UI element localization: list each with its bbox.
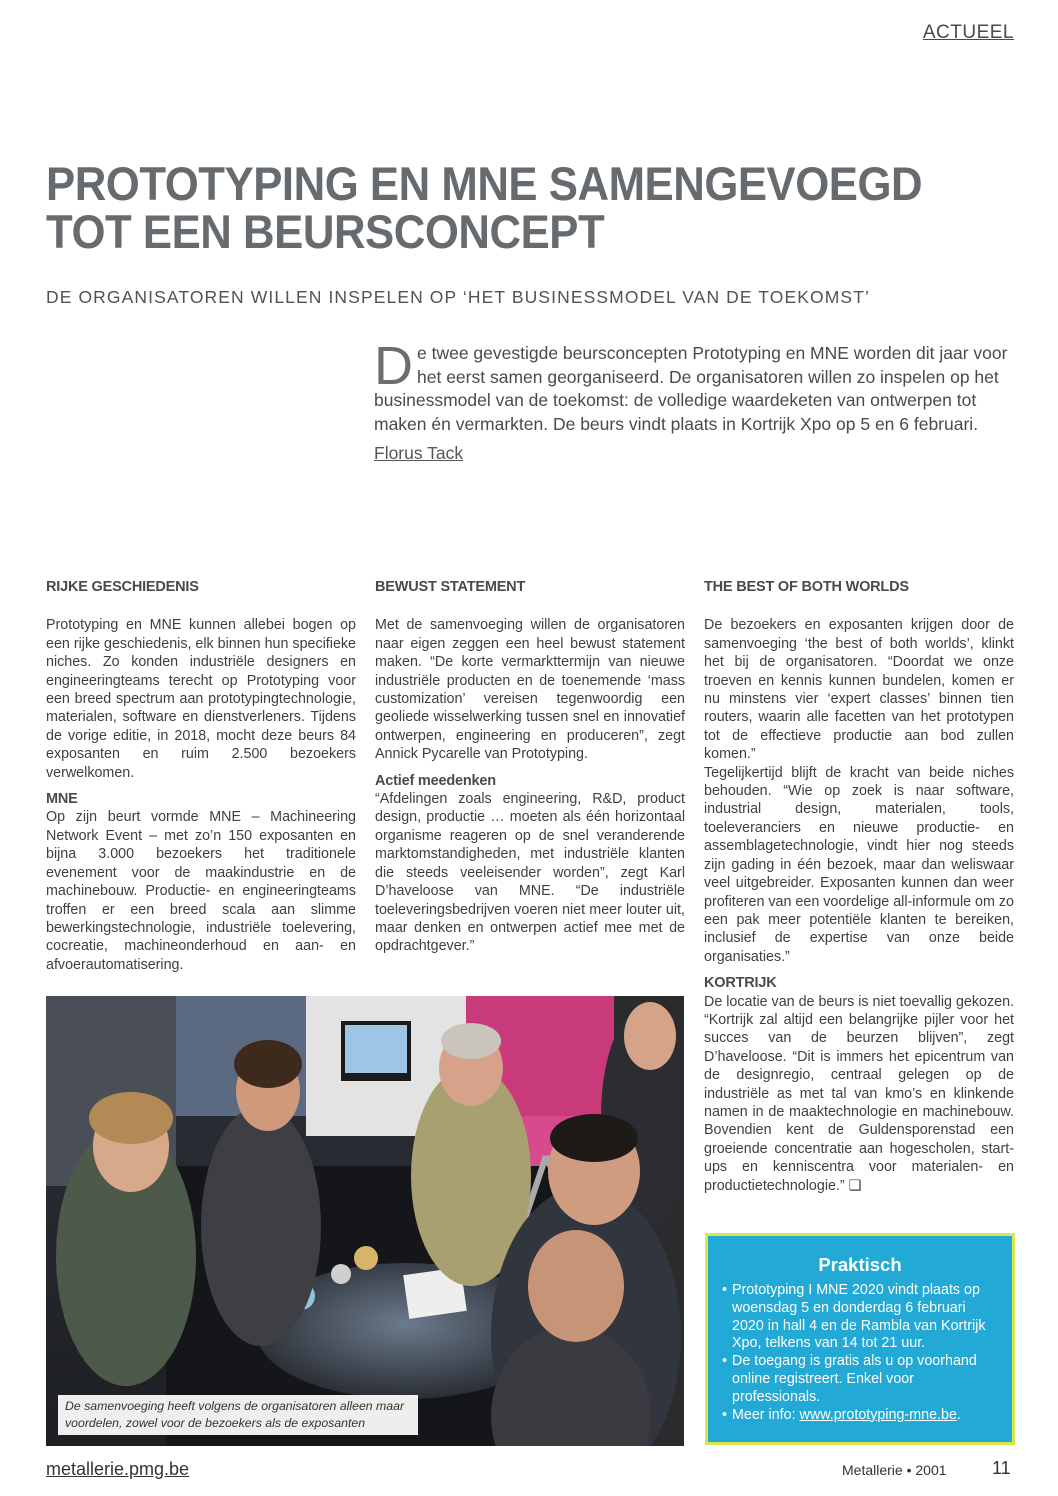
column-1 — [46, 578, 356, 974]
headline-line-2: TOT EEN BEURSCONCEPT — [46, 205, 605, 258]
paragraph: Tegelijkertijd blijft de kracht van beide niches behouden. “Wie op zoek is naar software, industrial design, materialen, tools, toeleveranciers en nieuwe productie- en assemblagetechnologie, vindt hier nog steeds zijn gading in één bezoek, maar dan weliswaar veel uitgebreider. Exposanten kunnen dan weer profiteren van een voordelige all-informule om zo een pak meer potentiële klanten te bereiken, inclusief de expertise van onze beide organisaties.” — [704, 764, 1014, 965]
heading-kortrijk: KORTRIJK — [704, 975, 777, 992]
practical-info-list — [722, 1282, 998, 1424]
footer-issue: Metallerie • 2001 — [842, 1462, 947, 1478]
lead-text: e twee gevestigde beursconcepten Prototyping en MNE worden dit jaar voor het eerst samen georganiseerd. De organisatoren willen zo inspelen op het businessmodel van de toekomst: de volledige waardeketen van ontwerpen tot maken én vermarkten. De beurs vindt plaats in Kortrijk Xpo op 5 en 6 februari. — [374, 343, 1008, 434]
dropcap: D — [374, 336, 413, 396]
practical-info-box — [705, 1233, 1015, 1445]
heading-best-of-both-worlds: THE BEST OF BOTH WORLDS — [704, 579, 909, 595]
paragraph: Prototyping en MNE kunnen allebei bogen op een rijke geschiedenis, elk binnen hun specifieke niches. Zo konden industriële designers en engineeringteams terecht op Prototyping voor een breed spectrum aan prototypingtechnologie, materialen, software en dienstverleners. Tijdens de vorige editie, in 2018, mocht deze beurs 84 exposanten en ruim 2.500 bezoekers verwelkomen. — [46, 617, 356, 781]
headline-line-1: PROTOTYPING EN MNE SAMENGEVOEGD — [46, 157, 923, 210]
heading-rijke-geschiedenis: RIJKE GESCHIEDENIS — [46, 579, 199, 595]
more-info-prefix: Meer info: — [732, 1406, 800, 1423]
page-number: 11 — [992, 1458, 1011, 1478]
column-3 — [704, 578, 1014, 1195]
paragraph: “Afdelingen zoals engineering, R&D, product design, productie … moeten als één horizontaal organisme reageren op de snel veranderende marktomstandigheden, met industriële klanten die steeds veeleisender worden”, zegt Karl D’haveloose van MNE. “De industriële toeleveringsbedrijven voeren niet meer louter uit, maar denken en ontwerpen actief mee met de opdrachtgever.” — [375, 791, 685, 955]
paragraph: De bezoekers en exposanten krijgen door de samenvoeging ‘the best of both worlds’, klinkt het bij de organisatoren. “Doordat we onze troeven en kennis kunnen bundelen, komen er nu minstens vier ‘expert classes’ binnen tien routers, waarin alle facetten van het prototypen tot de effectieve productie aan bod zullen komen.” — [704, 617, 1014, 763]
list-item: • De toegang is gratis als u op voorhand online registreert. Enkel voor professionals. — [722, 1353, 998, 1406]
heading-bewust-statement: BEWUST STATEMENT — [375, 579, 526, 595]
paragraph: Met de samenvoeging willen de organisatoren naar eigen zeggen een heel bewust statement maken. “De korte vermarkttermijn van nieuwe industriële producten en de toenemende ‘mass customization’ vereisen tegenwoordig een geoliede wisselwerking tussen snel en innovatief ontwerpen, engineering en produceren”, zegt Annick Pycarelle van Prototyping. — [375, 617, 685, 763]
list-item: • Prototyping I MNE 2020 vindt plaats op woensdag 5 en donderdag 6 februari 2020 in hall 4 en de Rambla van Kortrijk Xpo, telkens van 14 tot 21 uur. — [722, 1282, 998, 1353]
list-item — [722, 1407, 998, 1425]
practical-info-title: Praktisch — [818, 1254, 902, 1275]
footer-website-link[interactable]: metallerie.pmg.be — [46, 1459, 190, 1479]
heading-mne: MNE — [46, 791, 78, 808]
paragraph: De locatie van de beurs is niet toevallig gekozen. “Kortrijk zal altijd een belangrijke pijler voor het succes van de beurzen blijven”, zegt D’haveloose. “Dit is immers het epicentrum van de designregio, centraal gelegen op de industriële as met tal van kmo’s en klinkende namen in de maaktechnologie en machinebouw. Bovendien kent de Guldensporenstad een groeiende concentratie aan hogescholen, start-ups en kenniscentra voor materialen- en productietechnologie.” ❑ — [704, 993, 1014, 1194]
column-2 — [375, 578, 685, 956]
subtitle: DE ORGANISATOREN WILLEN INSPELEN OP ‘HET BUSINESSMODEL VAN DE TOEKOMST’ — [46, 287, 870, 307]
more-info-suffix: . — [956, 1406, 961, 1423]
section-tag[interactable]: ACTUEEL — [922, 22, 1014, 43]
event-photo — [46, 996, 684, 1446]
paragraph: Op zijn beurt vormde MNE – Machineering Network Event – met zo’n 150 exposanten en bijna 3.000 bezoekers het traditionele evenement voor de maakindustrie en de machinebouw. Productie- en engineeringteams troffen er een breed scala aan slimme bewerkingstechnologie, industriële toelevering, cocreatie, machineonderhoud en aan- en afvoerautomatisering. — [46, 809, 356, 973]
headline — [46, 157, 957, 258]
event-photo-illustration — [46, 996, 684, 1446]
author-link[interactable]: Florus Tack — [374, 443, 464, 463]
photo-caption: De samenvoeging heeft volgens de organisatoren alleen maar voordelen, zowel voor de bezoekers als de exposanten — [58, 1395, 418, 1435]
lead-paragraph — [374, 336, 1014, 436]
website-link[interactable]: www.prototyping-mne.be — [799, 1406, 957, 1423]
heading-actief-meedenken: Actief meedenken — [375, 772, 496, 789]
